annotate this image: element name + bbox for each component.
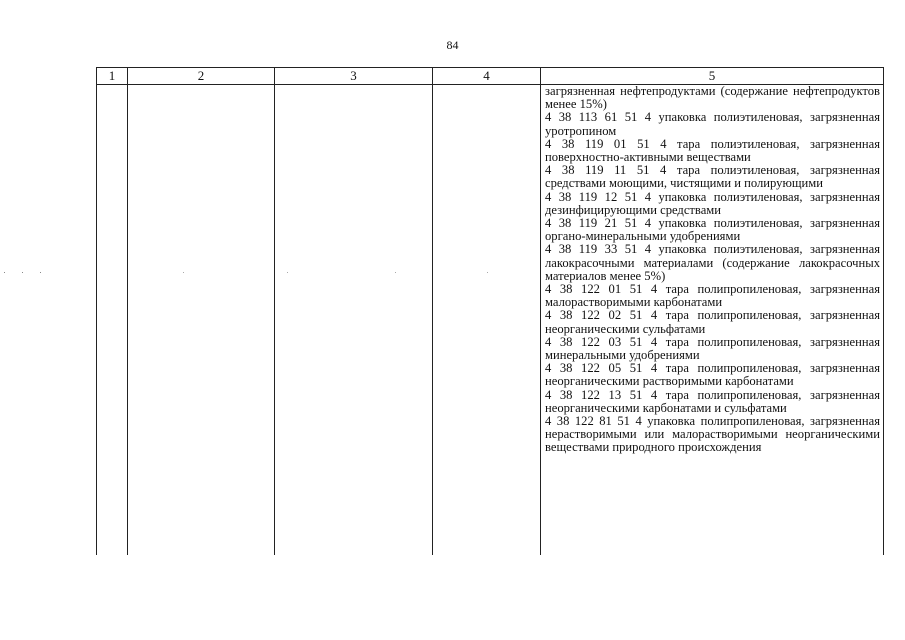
table-header-row: [97, 68, 884, 85]
column-header-2: 2: [128, 68, 275, 85]
waste-entry: загрязненная нефтепродуктами (содержание нефтепродуктов менее 15%): [545, 84, 880, 112]
column-header-4: 4: [433, 68, 541, 85]
waste-classification-table: [96, 67, 884, 555]
table-body-row: [97, 85, 884, 556]
waste-entry: 4 38 119 21 51 4 упаковка полиэтиленовая, загрязненная органо-минеральными удобрениями: [545, 216, 880, 244]
column-header-5: 5: [541, 68, 884, 85]
waste-entry: 4 38 113 61 51 4 упаковка полиэтиленовая, загрязненная уротропином: [545, 110, 880, 138]
column-5-cell: [541, 85, 884, 556]
waste-entry: 4 38 122 01 51 4 тара полипропиленовая, загрязненная малорастворимыми карбонатами: [545, 282, 880, 310]
column-4-cell: [433, 85, 541, 556]
waste-entry: 4 38 122 02 51 4 тара полипропиленовая, загрязненная неорганическими сульфатами: [545, 308, 880, 336]
column-3-cell: [275, 85, 433, 556]
waste-entry: 4 38 122 05 51 4 тара полипропиленовая, загрязненная неорганическими растворимыми карбонатами: [545, 361, 880, 389]
waste-entry: 4 38 122 13 51 4 тара полипропиленовая, загрязненная неорганическими карбонатами и сульфатами: [545, 387, 880, 415]
column-1-cell: [97, 85, 128, 556]
waste-entry: 4 38 119 01 51 4 тара полиэтиленовая, загрязненная поверхностно-активными веществами: [545, 136, 880, 165]
scan-artifact-dots: [0, 272, 96, 274]
waste-entry: 4 38 119 12 51 4 упаковка полиэтиленовая, загрязненная дезинфицирующими средствами: [545, 189, 880, 217]
page-number: 84: [446, 38, 459, 52]
waste-entry: 4 38 122 81 51 4 упаковка полипропиленовая, загрязненная нерастворимыми или малорастворимыми неорганическими веществами природного происхождения: [545, 414, 880, 455]
waste-entry: 4 38 119 33 51 4 упаковка полиэтиленовая, загрязненная лакокрасочными материалами (содержание лакокрасочных материалов менее 5%): [545, 242, 880, 283]
column-header-1: 1: [97, 68, 128, 85]
column-2-cell: [128, 85, 275, 556]
column-header-3: 3: [275, 68, 433, 85]
waste-entry: 4 38 119 11 51 4 тара полиэтиленовая, загрязненная средствами моющими, чистящими и полирующими: [545, 163, 880, 191]
waste-entry: 4 38 122 03 51 4 тара полипропиленовая, загрязненная минеральными удобрениями: [545, 334, 880, 363]
